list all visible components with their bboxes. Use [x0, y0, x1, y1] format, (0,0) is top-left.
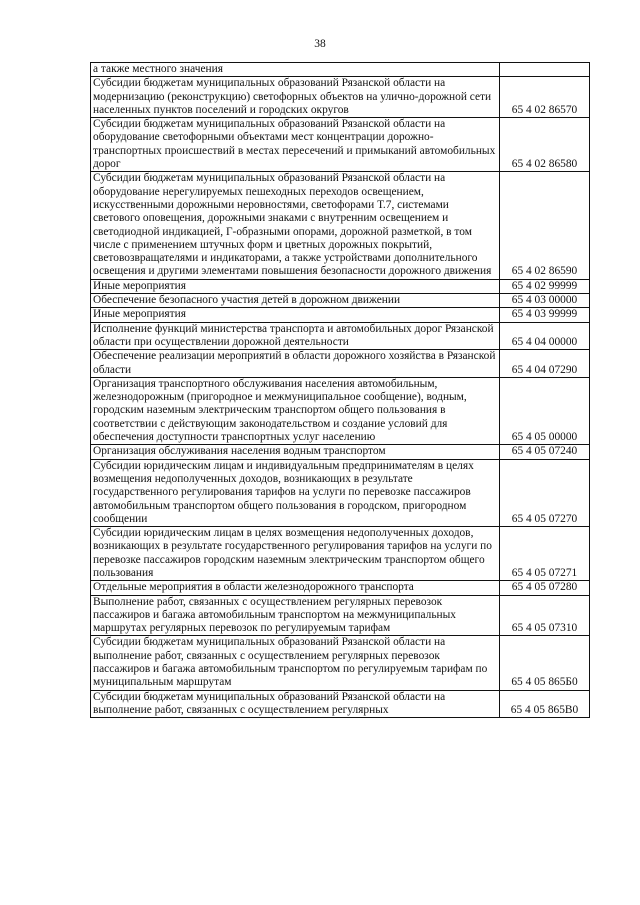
- table-row: [91, 63, 590, 77]
- row-code: 65 4 05 07240: [500, 445, 590, 459]
- row-code: [500, 63, 590, 77]
- row-code: 65 4 03 99999: [500, 308, 590, 322]
- table-row: [91, 308, 590, 322]
- row-code: 65 4 02 86570: [500, 77, 590, 118]
- row-code: 65 4 02 86580: [500, 118, 590, 172]
- row-name: Обеспечение реализации мероприятий в области дорожного хозяйства в Рязанской области: [91, 350, 500, 378]
- table-row: [91, 636, 590, 690]
- row-name: Иные мероприятия: [91, 279, 500, 293]
- row-name: Субсидии бюджетам муниципальных образований Рязанской области на выполнение работ, связанных с осуществлением регулярных: [91, 690, 500, 718]
- table-row: [91, 377, 590, 444]
- row-name: Субсидии бюджетам муниципальных образований Рязанской области на модернизацию (реконструкцию) светофорных объектов на улично-дорожной сети населенных пунктов поселений и городских округов: [91, 77, 500, 118]
- row-name: Субсидии юридическим лицам и индивидуальным предпринимателям в целях возмещения недополученных доходов, возникающих в результате государственного регулирования тарифов на услуги по перевозке пассажиров автомобильным транспортом общего пользования в городском, пригородном сообщении: [91, 459, 500, 526]
- row-code: 65 4 05 07270: [500, 459, 590, 526]
- row-name: Исполнение функций министерства транспорта и автомобильных дорог Рязанской области при осуществлении дорожной деятельности: [91, 322, 500, 350]
- row-code: 65 4 02 86590: [500, 172, 590, 279]
- row-code: 65 4 05 07271: [500, 527, 590, 581]
- row-name: Субсидии юридическим лицам в целях возмещения недополученных доходов, возникающих в результате государственного регулирования тарифов на услуги по перевозке пассажиров городским наземным электрическим транспортом общего пользования: [91, 527, 500, 581]
- table-row: [91, 322, 590, 350]
- table-row: [91, 527, 590, 581]
- row-name: Организация транспортного обслуживания населения автомобильным, железнодорожным (пригородное и межмуниципальное сообщение), водным, городским наземным электрическим транспортом общего пользования в соответствии с действующим законодательством и создание условий для обеспечения доступности транспортных услуг населению: [91, 377, 500, 444]
- row-code: 65 4 04 00000: [500, 322, 590, 350]
- row-code: 65 4 05 00000: [500, 377, 590, 444]
- row-code: 65 4 05 07280: [500, 581, 590, 595]
- table-row: [91, 172, 590, 279]
- page-number: 38: [314, 38, 326, 50]
- table-row: [91, 118, 590, 172]
- row-name: Организация обслуживания населения водным транспортом: [91, 445, 500, 459]
- row-name: Обеспечение безопасного участия детей в дорожном движении: [91, 294, 500, 308]
- table-row: [91, 595, 590, 636]
- table-row: [91, 581, 590, 595]
- row-name: Выполнение работ, связанных с осуществлением регулярных перевозок пассажиров и багажа автомобильным транспортом на межмуниципальных маршрутах регулярных перевозок по регулируемым тарифам: [91, 595, 500, 636]
- row-code: 65 4 04 07290: [500, 350, 590, 378]
- table-row: [91, 279, 590, 293]
- row-name: Отдельные мероприятия в области железнодорожного транспорта: [91, 581, 500, 595]
- budget-classification-table: [90, 62, 590, 718]
- row-code: 65 4 05 865Б0: [500, 636, 590, 690]
- row-code: 65 4 05 07310: [500, 595, 590, 636]
- table-row: [91, 294, 590, 308]
- row-name: Субсидии бюджетам муниципальных образований Рязанской области на оборудование светофорными объектами мест концентрации дорожно-транспортных происшествий в местах пересечений и примыканий автомобильных дорог: [91, 118, 500, 172]
- row-code: 65 4 03 00000: [500, 294, 590, 308]
- row-name: Иные мероприятия: [91, 308, 500, 322]
- row-code: 65 4 05 865В0: [500, 690, 590, 718]
- row-name: Субсидии бюджетам муниципальных образований Рязанской области на выполнение работ, связанных с осуществлением регулярных перевозок пассажиров и багажа автомобильным транспортом по регулируемым тарифам по муниципальным маршрутам: [91, 636, 500, 690]
- table-row: [91, 690, 590, 718]
- table-row: [91, 77, 590, 118]
- row-name: Субсидии бюджетам муниципальных образований Рязанской области на оборудование нерегулируемых пешеходных переходов освещением, искусственными дорожными неровностями, светофорами Т.7, системами светового оповещения, дорожными знаками с внутренним освещением и светодиодной индикацией, Г-образными опорами, дорожной разметкой, в том числе с применением штучных форм и цветных дорожных покрытий, световозвращателями и индикаторами, а также устройствами дополнительного освещения и другими элементами повышения безопасности дорожного движения: [91, 172, 500, 279]
- row-code: 65 4 02 99999: [500, 279, 590, 293]
- table-row: [91, 445, 590, 459]
- table-row: [91, 350, 590, 378]
- row-name: а также местного значения: [91, 63, 500, 77]
- table-row: [91, 459, 590, 526]
